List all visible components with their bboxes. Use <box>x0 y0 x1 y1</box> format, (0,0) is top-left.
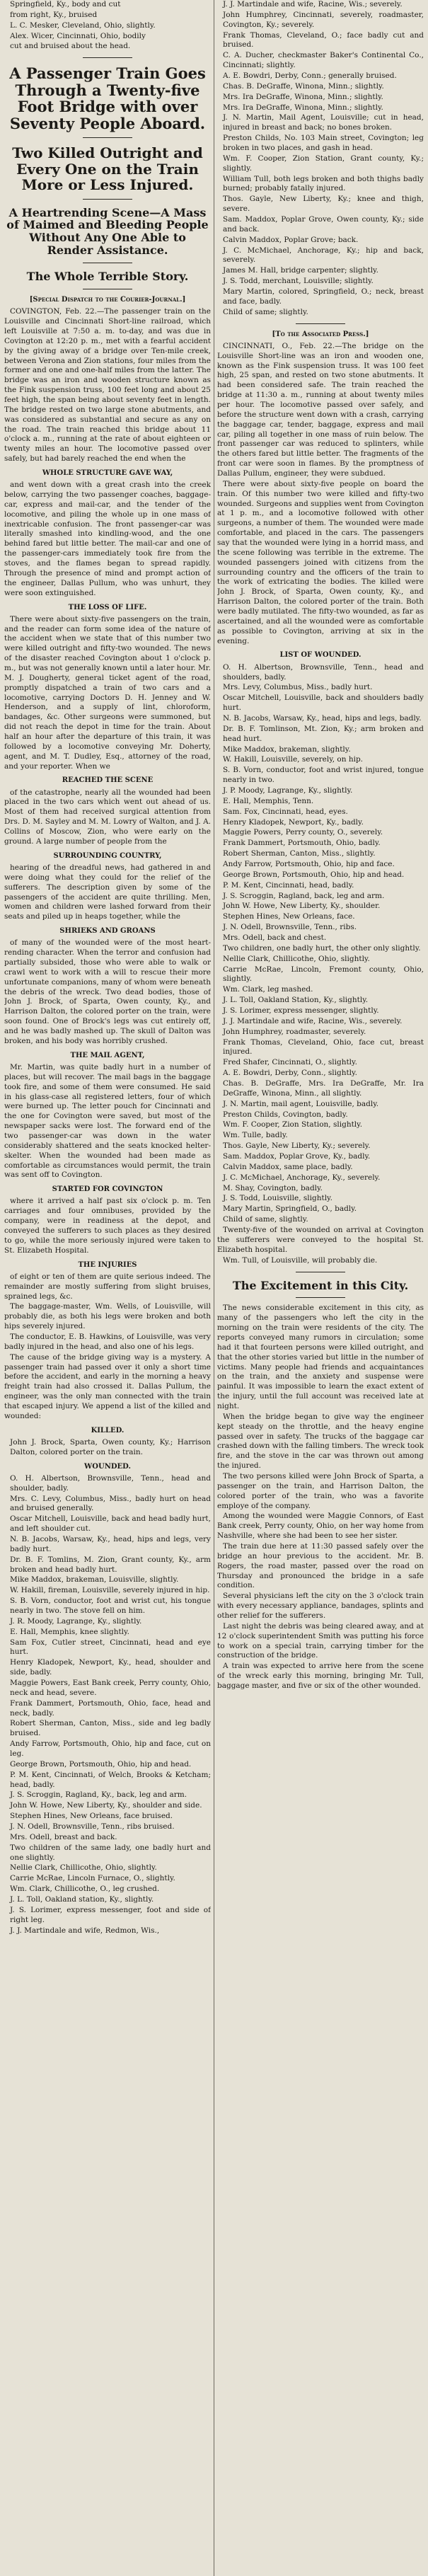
paragraph: William Tull, both legs broken and both thighs badly burned; probably fatally injured. <box>223 174 424 193</box>
paragraph: Calvin Maddox, same place, badly. <box>223 1162 353 1171</box>
paragraph: Oscar Mitchell, Louisville, back and shoulders badly hurt. <box>223 694 424 713</box>
paragraph: Twenty-five of the wounded on arrival at Covington the sufferers were conveyed to the hospital St. Elizabeth hospital. <box>217 1226 424 1254</box>
paragraph: The conductor, E. B. Hawkins, of Louisville, was very badly injured in the head, and also one of his legs. <box>4 1332 211 1351</box>
divider <box>296 1297 345 1298</box>
paragraph: O. H. Albertson, Brownsville, Tenn., head and shoulders, badly. <box>223 662 424 682</box>
paragraph: J. P. Moody, Lagrange, Ky., slightly. <box>223 786 353 795</box>
paragraph: Carrie McRae, Lincoln Furnace, O., slightly. <box>10 1874 175 1883</box>
paragraph: Mrs. C. Levy, Columbus, Miss., badly hurt on head and bruised generally. <box>10 1494 211 1513</box>
paragraph: Henry Kladopek, Newport, Ky., head, shoulder and side, badly. <box>10 1658 211 1677</box>
story-part-1 <box>4 307 211 464</box>
subhead-country: SURROUNDING COUNTRY, <box>53 851 162 860</box>
paragraph: There were about sixty-five passengers on the train, and the reader can form some idea of the nature of the accident when we state that of this number two were killed outright and fifty-two wounded. The news of the disaster reached Covington about 1 o'clock p. m., but was not generally known until a later hour. Mr. M. J. Dougherty, general ticket agent of the road, promptly dispatched a train of two cars and a locomotive, carrying Doctors D. H. Jenney and W. Henderson, and a supply of lint, chloroform, bandages, &c. Other surgeons were summoned, but did not reach the depot in time for the train. About half an hour after the departure of this train, it was followed by a locomotive conveying Mr. Doherty, agent, and M. T. Dudley, Esq., attorney of the road, and your reporter. When we <box>4 614 211 771</box>
paragraph: Chas. B. DeGraffe, Winona, Minn.; slightly. <box>223 81 384 91</box>
paragraph: Henry Kladopek, Newport, Ky., badly. <box>223 817 364 827</box>
paragraph: The two persons killed were John Brock of Sparta, a passenger on the train, and Harrison Dalton, the colored porter of the train, who was a favorite employe of the company. <box>217 1472 424 1510</box>
subhead-scene: REACHED THE SCENE <box>62 776 154 785</box>
paragraph: S. B. Vorn, conductor, foot and wrist cut, his tongue nearly in two. The stove fell on him. <box>10 1597 211 1615</box>
paragraph: E. Hall, Memphis, knee slightly. <box>10 1627 129 1636</box>
paragraph: Mary Martin, Springfield, O., badly. <box>223 1204 357 1214</box>
paragraph: John J. Brock, Sparta, Owen county, Ky.; Harrison Dalton, colored porter on the train. <box>10 1437 211 1456</box>
paragraph: Chas. B. DeGraffe, Mrs. Ira DeGraffe, Mr. Ira DeGraffe, Winona, Minn., all slightly. <box>223 1079 424 1098</box>
paragraph: Mrs. Ira DeGraffe, Winona, Minn.; slightly. <box>223 103 383 112</box>
paragraph: J. N. Martin, mail agent, Louisville, badly. <box>223 1099 379 1108</box>
wounded-list-continued <box>217 0 424 318</box>
paragraph: S. B. Vorn, conductor, foot and wrist injured, tongue nearly in two. <box>223 766 424 785</box>
paragraph: Robert Sherman, Canton, Miss., slightly. <box>223 849 376 858</box>
paragraph: hearing of the dreadful news, had gathered in and were doing what they could for the relief of the sufferers. The description given by some of the passengers of the accident are quite thrilling. Men, women and children were lashed forward from their seats and piled up in heaps together, while the <box>4 863 211 921</box>
paragraph: E. Hall, Memphis, Tenn. <box>223 796 314 805</box>
paragraph: When the bridge began to give way the engineer kept steady on the throttle, and the heavy engine passed over in safety. The trucks of the baggage car crashed down with the falling timbers. The wreck took fire, and the stove in the car was thrown out among the injured. <box>217 1412 424 1471</box>
paragraph: J. C. McMichael, Anchorage, Ky.; hip and back, severely. <box>223 246 424 265</box>
paragraph: There were about sixty-five people on board the train. Of this number two were killed and fifty-two wounded. Surgeons and supplies went from Covington at 1 p. m., and a locomotive followed with other surgeons, a number of them. The wounded were made comfortable, and placed in the cars. The passengers say that the wounded were lying in a horrid mass, and the scene following was terrible in the extreme. The wounded passengers joined with citizens from the surrounding country and the officers of the train to the work of extricating the bodies. The killed were John J. Brock, of Sparta, Owen county, Ky., and Harrison Dalton, the colored porter of the train. Both were badly mutilated. The fifty-two wounded, as far as ascertained, and all the wounded were as comfortable as possible to Covington, arriving at six in the evening. <box>217 479 424 645</box>
paragraph: cut and bruised about the head. <box>10 42 131 51</box>
excitement-story <box>217 1304 424 1691</box>
subhead-covington: STARTED FOR COVINGTON <box>52 1185 163 1194</box>
paragraph: M. Shay, Covington, badly. <box>223 1183 323 1192</box>
paragraph: The train due here at 11:30 passed safely over the bridge an hour previous to the accident. Mr. B. Rogers, the road master, passed over the road on Thursday and pronounced the bridge in a safe condition. <box>217 1542 424 1590</box>
paragraph: Mrs. Levy, Columbus, Miss., badly hurt. <box>223 683 373 692</box>
paragraph: Mary Martin, colored, Springfield, O.; neck, breast and face, badly. <box>223 287 424 306</box>
paragraph: Alex. Wicer, Cincinnati, Ohio, bodily <box>10 31 146 40</box>
paragraph: J. S. Todd, Louisville, slightly. <box>223 1194 332 1203</box>
paragraph: J. L. Toll, Oakland station, Ky., slightly. <box>10 1895 154 1904</box>
paragraph: Child of same; slightly. <box>223 307 308 316</box>
paragraph: Frank Dammert, Portsmouth, Ohio, badly. <box>223 839 381 848</box>
paragraph: Two children of the same lady, one badly hurt and one slightly. <box>10 1843 211 1862</box>
story-part-8 <box>4 1197 211 1255</box>
right-column <box>217 0 424 2576</box>
paragraph: The cause of the bridge giving way is a mystery. A passenger train had passed over it only a short time before the accident, and early in the morning a heavy freight train had also crossed it. Dallas Pullum, the engineer, was the only man connected with the train that escaped injury. We append a list of the killed and wounded: <box>4 1352 211 1420</box>
left-column <box>4 0 211 2576</box>
paragraph: A. E. Bowdri, Derby, Conn., slightly. <box>223 1069 357 1078</box>
divider <box>83 57 132 58</box>
paragraph: Frank Thomas, Cleveland, Ohio, face cut, breast injured. <box>223 1037 424 1057</box>
story-part-3 <box>4 615 211 772</box>
paragraph: A train was expected to arrive here from the scene of the wreck early this morning, bringing Mr. Tull, baggage master, and five or six of the other wounded. <box>217 1662 424 1691</box>
paragraph: W. Hakill, fireman, Louisville, severely injured in hip. <box>10 1586 210 1595</box>
paragraph: Sam Fox, Cutler street, Cincinnati, head and eye hurt. <box>10 1638 211 1657</box>
paragraph: J. S. Lorimer, express messenger, slightly. <box>223 1006 379 1016</box>
subhead-killed: KILLED. <box>91 1426 125 1434</box>
paragraph: N. B. Jacobs, Warsaw, Ky., head, hips and legs, very badly hurt. <box>10 1534 211 1553</box>
paragraph: J. S. Scroggin, Ragland, back, leg and arm. <box>223 891 385 900</box>
wounded-list-2 <box>217 663 424 1225</box>
subhead-list-of-wounded: LIST OF WOUNDED. <box>279 651 362 660</box>
subhead-injuries: THE INJURIES <box>78 1260 137 1269</box>
subhead-wounded: WOUNDED. <box>84 1462 131 1471</box>
headline-main: A Passenger Train Goes Through a Twenty-five Foot Bridge with over Seventy People Aboard. <box>9 64 206 132</box>
associated-press-credit: [To the Associated Press.] <box>272 330 369 338</box>
paragraph: Frank Thomas, Cleveland, O.; face badly cut and bruised. <box>223 30 424 50</box>
paragraph: of eight or ten of them are quite serious indeed. The remainder are mostly suffering from slight bruises, sprained legs, &c. <box>4 1272 211 1301</box>
paragraph: L. C. Mesker, Cleveland, Ohio, slightly. <box>10 21 156 30</box>
headline-excitement: The Excitement in this City. <box>232 1278 409 1292</box>
paragraph: Mrs. Odell, back and chest. <box>223 933 327 942</box>
paragraph: J. N. Odell, Brownsville, Tenn., ribs. <box>223 923 357 932</box>
paragraph: C. A. Ducher, checkmaster Baker's Continental Co., Cincinnati; slightly. <box>223 51 424 70</box>
paragraph: Wm. F. Cooper, Zion Station, Grant county, Ky.; slightly. <box>223 154 424 173</box>
paragraph: Mr. Martin, was quite badly hurt in a number of places, but will recover. The mail bags in the baggage took fire, and some of them were consumed. He said in his glass-case all registered letters, four of which were burned up. The letter pouch for Cincinnati and the one for Covington were saved, but most of the newspaper sacks were lost. The forward end of the two passenger-car was down in the water considerably shattered and the seats knocked helter-skelter. When the wounded had been made as comfortable as circumstances would permit, the train was sent off to Covington. <box>4 1062 211 1180</box>
paragraph: J. S. Todd, merchant, Louisville; slightly. <box>223 277 374 286</box>
paragraph: P. M. Kent, Cincinnati, head, badly. <box>223 880 354 890</box>
paragraph: J. N. Martin, Mail Agent, Louisville; cut in head, injured in breast and back; no bones broken. <box>223 113 424 132</box>
paragraph: J. J. Martindale and wife, Racine, Wis., severely. <box>223 1016 403 1025</box>
paragraph: Nellie Clark, Chillicothe, Ohio, slightly. <box>223 954 370 963</box>
paragraph: Last night the debris was being cleared away, and at 12 o'clock superintendent Smith was putting his force to work on a special train, carrying timber for the construction of the bridge. <box>217 1621 424 1660</box>
paragraph: J. C. McMichael, Anchorage, Ky., severely. <box>223 1173 381 1182</box>
headline-story: The Whole Terrible Story. <box>26 270 189 284</box>
paragraph: The news considerable excitement in this city, as many of the passengers who left the city in the morning on the train were residents of the city. The reports conveyed many rumors in circulation; some had it that fourteen persons were killed outright, and that the other stories varied but little in the number of victims. Many people had friends and acquaintances on the train, and the anxiety and suspense were painful. It was impossible to learn the exact extent of the injury, until the full account was received late at night. <box>217 1304 424 1410</box>
paragraph: Two children, one badly hurt, the other only slightly. <box>223 943 421 953</box>
paragraph: Mrs. Odell, breast and back. <box>10 1832 117 1841</box>
paragraph: Wm. Tulle, badly. <box>223 1131 288 1140</box>
dispatch-credit: [Special Dispatch to the Courier-Journal.] <box>29 296 186 304</box>
divider <box>83 137 132 138</box>
paragraph: Preston Childs, No. 103 Main street, Covington; leg broken in two places, and gash in head. <box>223 134 424 153</box>
story-part-6 <box>4 938 211 1046</box>
paragraph: John Humphrey, Cincinnati, severely, roadmaster, Covington, Ky.; severely. <box>223 10 424 29</box>
headline-heartrending: A Heartrending Scene—A Mass of Maimed and Bleeding People Without Any One Able to Render Assistance. <box>6 205 209 258</box>
paragraph: Robert Sherman, Canton, Miss., side and leg badly bruised. <box>10 1719 211 1738</box>
paragraph: John Humphrey, roadmaster, severely. <box>223 1027 366 1036</box>
paragraph: Dr. B. F. Tomlinson, Mt. Zion, Ky.; arm broken and head hurt. <box>223 724 424 743</box>
story-part-2 <box>4 481 211 598</box>
paragraph: J. R. Moody, Lagrange, Ky., slightly. <box>10 1616 142 1626</box>
paragraph: of many of the wounded were of the most heart-rending character. When the terror and confusion had partially subsided, those who were able to walk or crawl went to work with a will to rescue their more unfortunate companions, many of whom were beneath the debris of the wreck. Two dead bodies, those of John J. Brock, of Sparta, Owen county, Ky., and Harrison Dalton, the colored porter on the train, were soon found. One of Brock's legs was cut entirely off, and he was badly mashed up. The skull of Dalton was broken, and his body was horribly crushed. <box>4 938 211 1045</box>
paragraph: Fred Shafer, Cincinnati, O., slightly. <box>223 1058 357 1067</box>
paragraph: Springfield, Ky., body and cut <box>10 0 121 8</box>
headline-killed: Two Killed Outright and Every One on the Train More or Less Injured. <box>12 144 203 194</box>
paragraph: Oscar Mitchell, Louisville, back and head badly hurt, and left shoulder cut. <box>10 1514 211 1534</box>
paragraph: Sam. Maddox, Poplar Grove, Ky., badly. <box>223 1152 371 1161</box>
paragraph: Stephen Hines, New Orleans, face bruised. <box>10 1812 173 1821</box>
paragraph: COVINGTON, Feb. 22.—The passenger train on the Louisville and Cincinnati Short-line railroad, which left Louisville at 7:50 a. m. to-day, and was due in Covington at 12:20 p. m., met with a fearful accident by the giving away of a bridge over Ten-mile creek, between Verona and Zion stations, four miles from the former and one and one-half miles from the latter. The bridge was an iron and wooden structure known as the Fink suspension truss, 100 feet long and about 25 feet high, the span being about seventy feet in length. The bridge rested on two large stone abutments, and was considered as substantial and secure as any on the road. The train reached this bridge about 11 o'clock a. m., running at the rate of about eighteen or twenty miles an hour. The locomotive passed over safely, but had barely reached the end when the <box>4 307 211 464</box>
ap-story <box>217 342 424 647</box>
paragraph: Among the wounded were Maggie Connors, of East Bank creek, Perry county, Ohio, on her way home from Nashville, where she had been to see her sister. <box>217 1512 424 1541</box>
continued-list-top <box>4 0 211 52</box>
paragraph: Frank Dammert, Portsmouth, Ohio, face, head and neck, badly. <box>10 1698 211 1718</box>
paragraph: W. Hakill, Louisville, severely, on hip. <box>223 755 364 764</box>
paragraph: Dr. B. F. Tomlins, M. Zion, Grant county, Ky., arm broken and head badly hurt. <box>10 1555 211 1574</box>
subhead-structure: WHOLE STRUCTURE GAVE WAY, <box>42 469 173 477</box>
paragraph: Andy Farrow, Portsmouth, Ohio, hip and face, cut on leg. <box>10 1740 211 1758</box>
paragraph: Nellie Clark, Chillicothe, Ohio, slightly. <box>10 1863 157 1873</box>
ap-story-2 <box>217 1226 424 1265</box>
paragraph: George Brown, Portsmouth, Ohio, hip and head. <box>223 870 405 879</box>
paragraph: Preston Childs, Covington, badly. <box>223 1110 348 1119</box>
paragraph: John W. Howe, New Liberty, Ky., shoulder. <box>223 902 381 911</box>
paragraph: Wm. F. Cooper, Zion Station, slightly. <box>223 1120 363 1129</box>
paragraph: Mrs. Ira DeGraffe, Winona, Minn.; slightly. <box>223 92 383 101</box>
story-part-4 <box>4 788 211 847</box>
paragraph: J. J. Martindale and wife, Racine, Wis.; severely. <box>223 0 403 8</box>
paragraph: Carrie McRae, Lincoln, Fremont county, Ohio, slightly. <box>223 965 424 984</box>
paragraph: where it arrived a half past six o'clock p. m. Ten carriages and four omnibuses, provided by the company, were in readiness at the depot, and conveyed the sufferers to such places as they desired to go, while the more seriously injured were taken to St. Elizabeth Hospital. <box>4 1197 211 1255</box>
story-part-7 <box>4 1063 211 1180</box>
paragraph: J. S. Scroggin, Ragland, Ky., back, leg and arm. <box>10 1790 187 1800</box>
paragraph: Andy Farrow, Portsmouth, Ohio, hip and face. <box>223 859 395 868</box>
paragraph: James M. Hall, bridge carpenter; slightly. <box>223 266 378 275</box>
paragraph: Thos. Gayle, New Liberty, Ky.; knee and thigh, severe. <box>223 195 424 214</box>
paragraph: Calvin Maddox, Poplar Grove; back. <box>223 235 359 244</box>
paragraph: Maggie Powers, Perry county, O., severely. <box>223 828 383 837</box>
paragraph: Mike Maddox, brakeman, slightly. <box>223 744 351 754</box>
paragraph: Thos. Gayle, New Liberty, Ky.; severely. <box>223 1142 371 1151</box>
paragraph: Sam. Fox, Cincinnati, head, eyes. <box>223 807 348 816</box>
paragraph: and went down with a great crash into the creek below, carrying the two passenger coaches, baggage-car, express and mail-car, and the tender of the locomotive, and piling the whole up in one mass of inextricable confusion. The front passenger-car was literally smashed into kindling-wood, and the one behind fared but little better. The mail-car and one of the passenger-cars immediately took fire from the stoves, and the flames began to spread rapidly. Through the presence of mind and prompt action of the engineer, Dallas Pullum, who was unhurt, they were soon extinguished. <box>4 481 211 597</box>
story-part-5 <box>4 863 211 922</box>
subhead-mail-agent: THE MAIL AGENT, <box>70 1051 145 1059</box>
paragraph: of the catastrophe, nearly all the wounded had been placed in the two cars which went out ahead of us. Most of them had received surgical attention from Drs. D. M. Sayley and M. M. Lowry of Walton, and J. A. Collins of Moscow, Zion, who were early on the ground. A large number of people from the <box>4 788 211 846</box>
paragraph: A. E. Bowdri, Derby, Conn.; generally bruised. <box>223 71 397 81</box>
paragraph: CINCINNATI, O., Feb. 22.—The bridge on the Louisville Short-line was an iron and wooden one, known as the Fink suspension truss. It was 100 feet high, 25 span, and rested on two stone abutments. It had been considered safe. The train reached the bridge at 11:30 a. m., running at about twenty miles per hour. The locomotive passed over safely, and before the structure went down with a crash, carrying the baggage car, tender, baggage, express and mail car, piling all together in one mass of ruin below. The front passenger car was reduced to splinters, while the others fared but little better. The fragments of the front car were soon in flames. By the promptness of Dallas Pullum, engineer, they were subdued. <box>217 341 424 478</box>
paragraph: Stephen Hines, New Orleans, face. <box>223 912 355 921</box>
divider <box>83 199 132 200</box>
paragraph: Wm. Tull, of Louisville, will probably die. <box>223 1255 378 1265</box>
paragraph: J. J. Martindale and wife, Redmon, Wis., <box>10 1926 160 1935</box>
paragraph: J. N. Odell, Brownsville, Tenn., ribs bruised. <box>10 1822 175 1831</box>
paragraph: O. H. Albertson, Brownsville, Tenn., head and shoulder, badly. <box>10 1473 211 1493</box>
story-part-9 <box>4 1272 211 1422</box>
subhead-shrieks: SHRIEKS AND GROANS <box>59 927 156 936</box>
paragraph: from right, Ky., bruised <box>10 10 98 19</box>
paragraph: Several physicians left the city on the 3 o'clock train with every necessary appliance, bandages, splints and other relief for the sufferers. <box>217 1592 424 1621</box>
paragraph: N. B. Jacobs, Warsaw, Ky., head, hips and legs, badly. <box>223 713 422 723</box>
killed-list <box>4 1438 211 1458</box>
paragraph: J. S. Lorimer, express messenger, foot and side of right leg. <box>10 1905 211 1924</box>
wounded-list <box>4 1474 211 1936</box>
divider <box>296 323 345 324</box>
paragraph: George Brown, Portsmouth, Ohio, hip and head. <box>10 1759 192 1769</box>
paragraph: Child of same, slightly. <box>223 1215 308 1224</box>
paragraph: J. L. Toll, Oakland Station, Ky., slightly. <box>223 996 369 1005</box>
paragraph: The baggage-master, Wm. Wells, of Louisville, will probably die, as both his legs were broken and both hips severely injured. <box>4 1302 211 1331</box>
subhead-loss-of-life: THE LOSS OF LIFE. <box>68 603 147 611</box>
paragraph: P. M. Kent, Cincinnati, of Welch, Brooks & Ketcham; head, badly. <box>10 1770 211 1789</box>
paragraph: Wm. Clark, leg mashed. <box>223 985 313 994</box>
paragraph: John W. Howe, New Liberty, Ky., shoulder and side. <box>10 1801 202 1810</box>
paragraph: Sam. Maddox, Poplar Grove, Owen county, Ky.; side and back. <box>223 215 424 234</box>
paragraph: Mike Maddox, brakeman, Louisville, slightly. <box>10 1575 179 1585</box>
paragraph: Wm. Clark, Chillicothe, O., leg crushed. <box>10 1885 160 1894</box>
paragraph: Maggie Powers, East Bank creek, Perry county, Ohio, neck and head, severe. <box>10 1678 211 1697</box>
